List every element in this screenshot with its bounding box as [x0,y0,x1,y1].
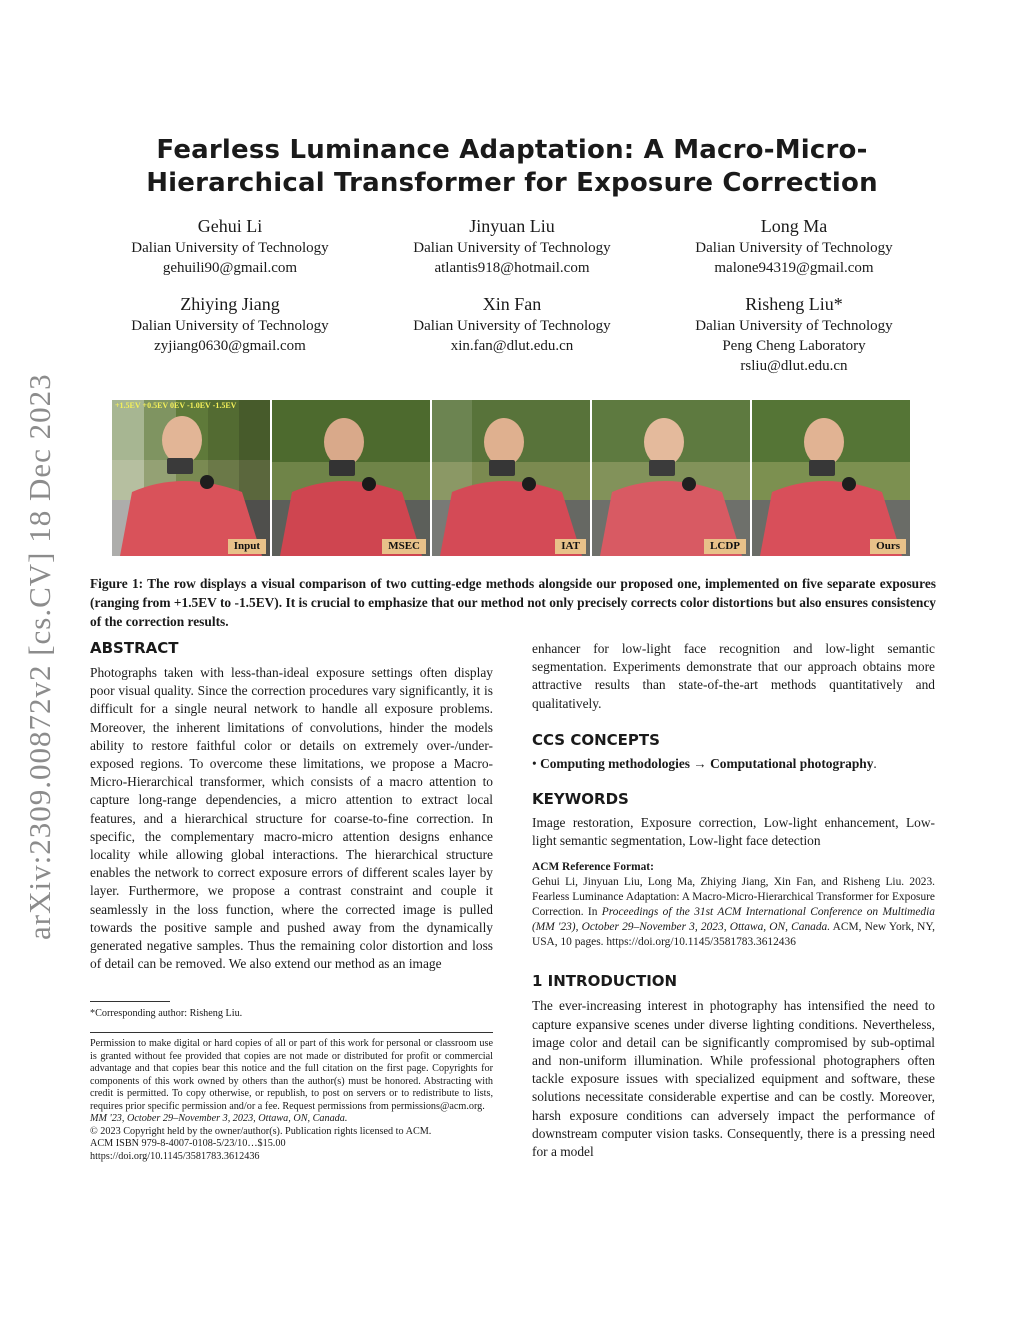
left-column [90,638,493,973]
isbn: ACM ISBN 979-8-4007-0108-5/23/10…$15.00 [90,1138,286,1149]
ccs-item-b: Computational photography [710,755,874,771]
footnote-rule [90,1001,170,1002]
acm-reference [532,860,935,950]
figure-caption: Figure 1: The row displays a visual comparison of two cutting-edge methods alongside our proposed one, implemented on five separate exposures (ranging from +1.5EV to -1.5EV). It is crucial to emphasize that our method not only precisely corrects color distortions but also ensures consistency of the correction results. [90,576,936,629]
copyright-notice: © 2023 Copyright held by the owner/author(s). Publication rights licensed to ACM. [90,1125,432,1137]
author-name: Xin Fan [482,294,542,314]
author-4 [90,293,370,356]
author-name: Gehui Li [197,216,263,236]
ev-labels: +1.5EV +0.5EV 0EV -1.0EV -1.5EV [115,401,237,410]
acm-ref-part2: ACM, New York, NY, USA, 10 pages. https://doi.org/10.1145/3581783.3612436 [532,921,936,949]
author-affiliation: Dalian University of Technology [131,240,329,256]
abstract-text: Photographs taken with less-than-ideal exposure settings often display poor visual quality. Since the correction procedures vary significantly, it is difficult for a single neural network to handle all exposure problems. Moreover, the inherent limitations of convolutions, hinder the models ability to restore faithful color or details on extremely over-/under- exposed regions. To overcome these limitations, we propose a Macro-Micro-Hierarchical transformer, which consists of a macro attention to capture long-range dependencies, a micro attention to extract local features, and a hierarchical structure for coarse-to-fine correction. In specific, the complementary macro-micro attention designs enhance locality while allowing global interactions. The hierarchical structure enables the network to correct exposure errors of different scales layer by layer. Furthermore, we propose a contrast constraint and couple it seamlessly in the loss function, where the corrected image is pulled towards the positive sample and pushed away from the dynamically generated negative samples. Thus the remaining color distortion and loss of detail can be removed. We also extend our method as an image [90,665,493,972]
author-affiliation: Dalian University of Technology [695,240,893,256]
author-email: atlantis918@hotmail.com [434,260,590,276]
photo-panel-input [112,400,270,556]
author-affiliation: Dalian University of Technology [413,318,611,334]
abstract-heading: ABSTRACT [90,639,179,657]
author-email: rsliu@dlut.edu.cn [740,358,848,374]
author-email: xin.fan@dlut.edu.cn [450,338,574,354]
ccs-line [532,755,935,773]
ccs-arrow: → [693,755,707,771]
author-5 [372,293,652,356]
author-3 [654,215,934,278]
photo-panel-ours [752,400,910,556]
acm-ref-text [532,875,935,950]
panel-label: IAT [555,539,586,554]
author-affiliation: Dalian University of Technology [131,318,329,334]
arxiv-identifier: arXiv:2309.00872v2 [cs.CV] 18 Dec 2023 [22,373,57,940]
panel-label: Input [228,539,266,554]
author-6 [654,293,934,376]
photo-panel-lcdp [592,400,750,556]
acm-ref-venue: Proceedings of the 31st ACM International Conference on Multimedia (MM '23), October 29–November 3, 2023, Ottawa, ON, Canada. [532,906,935,934]
ccs-heading: CCS CONCEPTS [532,730,660,749]
conference-info: MM '23, October 29–November 3, 2023, Ottawa, ON, Canada. [90,1113,348,1124]
photo-panel-msec [272,400,430,556]
figure-1 [112,400,912,556]
intro-text: The ever-increasing interest in photography has intensified the need to capture expansive scenes under diverse lighting conditions. Nevertheless, image color and detail can be significantly compromised by sub-optimal and non-uniform illumination. While professional photographers often tackle exposure issues with specialized equipment and software, these solutions necessitate considerable expertise and can be costly. Moreover, harsh exposure conditions can adversely impact the performance of downstream computer vision tasks. Consequently, there is a pressing need for a model [532,998,935,1160]
author-2 [372,215,652,278]
ccs-item-a: Computing methodologies [540,755,690,771]
acm-ref-heading: ACM Reference Format: [532,861,654,874]
permission-block [90,1038,493,1163]
paper-title: Fearless Luminance Adaptation: A Macro-Micro-Hierarchical Transformer for Exposure Correction [146,135,878,198]
right-column [532,640,935,1161]
photo-panel-iat [432,400,590,556]
author-name: Zhiying Jiang [180,294,280,314]
author-affiliation-2: Peng Cheng Laboratory [722,338,866,354]
abstract-continued: enhancer for low-light face recognition and low-light semantic segmentation. Experiments demonstrate that our approach obtains more attractive results than state-of-the-art methods quantitatively and qualitatively. [532,641,935,711]
panel-label: Ours [870,539,906,554]
ccs-end: . [873,755,877,771]
author-affiliation: Dalian University of Technology [695,318,893,334]
doi-link[interactable]: https://doi.org/10.1145/3581783.3612436 [90,1150,260,1162]
author-email: zyjiang0630@gmail.com [154,338,306,354]
acm-ref-part1: Gehui Li, Jinyuan Liu, Long Ma, Zhiying Jiang, Xin Fan, and Risheng Liu. 2023. Fearless Luminance Adaptation: A Macro-Micro-Hierarchical Transformer for Exposure Correction. In [532,876,935,919]
author-affiliation: Dalian University of Technology [413,240,611,256]
panel-label: LCDP [704,539,746,554]
author-name: Jinyuan Liu [469,216,555,236]
author-name: Long Ma [760,216,828,236]
author-name: Risheng Liu* [745,294,843,314]
permission-text: Permission to make digital or hard copies of all or part of this work for personal or classroom use is granted without fee provided that copies are not made or distributed for profit or commercial advantage and that copies bear this notice and the full citation on the first page. Copyrights for components of this work owned by others than the author(s) must be honored. Abstracting with credit is permitted. To copy otherwise, or republish, to post on servers or to redistribute to lists, requires prior specific permission and/or a fee. Request permissions from permissions@acm.org. [90,1038,493,1112]
ccs-bullet: • [532,755,537,771]
keywords-text: Image restoration, Exposure correction, Low-light enhancement, Low-light semantic segmentation, Low-light face detection [532,815,935,849]
author-email: malone94319@gmail.com [714,260,874,276]
permission-rule [90,1032,493,1033]
author-email: gehuili90@gmail.com [162,260,298,276]
author-1 [90,215,370,278]
keywords-heading: KEYWORDS [532,790,629,809]
panel-label: MSEC [382,539,426,554]
intro-heading: 1 INTRODUCTION [532,972,678,991]
footnote: *Corresponding author: Risheng Liu. [90,1008,243,1019]
